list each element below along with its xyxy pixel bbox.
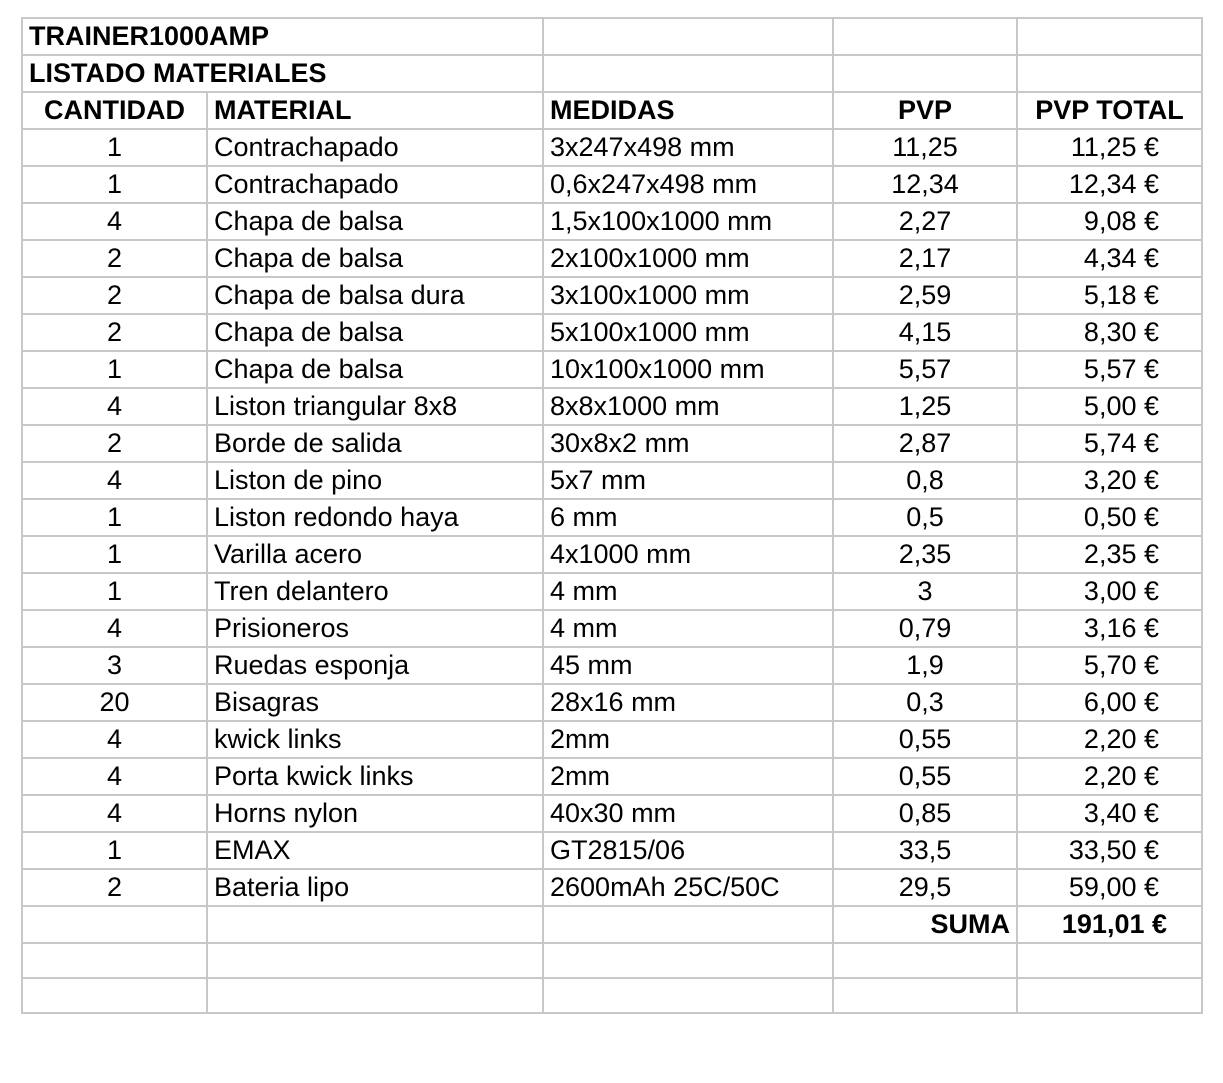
empty-cell[interactable] (22, 906, 207, 943)
cell-pvp[interactable]: 11,25 (833, 129, 1017, 166)
empty-row (22, 943, 1202, 978)
cell-material[interactable]: Tren delantero (207, 573, 543, 610)
cell-cantidad[interactable]: 1 (22, 536, 207, 573)
cell-medidas[interactable]: 0,6x247x498 mm (543, 166, 833, 203)
cell-pvp[interactable]: 0,55 (833, 758, 1017, 795)
table-row (22, 425, 1202, 462)
cell-pvp-total[interactable]: 5,57 € (1017, 351, 1202, 388)
table-row (22, 610, 1202, 647)
cell-medidas[interactable]: 40x30 mm (543, 795, 833, 832)
cell-material[interactable]: Prisioneros (207, 610, 543, 647)
cell-pvp[interactable]: 5,57 (833, 351, 1017, 388)
cell-material[interactable]: Contrachapado (207, 166, 543, 203)
cell-cantidad[interactable]: 1 (22, 351, 207, 388)
materials-sheet (21, 17, 1203, 1014)
cell-medidas[interactable]: 2mm (543, 721, 833, 758)
header-material[interactable]: MATERIAL (207, 92, 543, 129)
cell-pvp[interactable]: 2,17 (833, 240, 1017, 277)
cell-pvp-total[interactable]: 2,35 € (1017, 536, 1202, 573)
cell-material[interactable]: Chapa de balsa (207, 240, 543, 277)
table-row (22, 499, 1202, 536)
cell-pvp[interactable]: 12,34 (833, 166, 1017, 203)
cell-medidas[interactable]: 28x16 mm (543, 684, 833, 721)
cell-pvp[interactable]: 29,5 (833, 869, 1017, 906)
cell-pvp-total[interactable]: 5,18 € (1017, 277, 1202, 314)
suma-label[interactable]: SUMA (833, 906, 1017, 943)
table-row (22, 166, 1202, 203)
cell-material[interactable]: Chapa de balsa (207, 351, 543, 388)
sheet-body (22, 18, 1202, 1013)
cell-cantidad[interactable]: 4 (22, 721, 207, 758)
empty-cell[interactable] (207, 978, 543, 1013)
cell-pvp-total[interactable]: 5,70 € (1017, 647, 1202, 684)
cell-material[interactable]: Liston redondo haya (207, 499, 543, 536)
empty-cell[interactable] (543, 978, 833, 1013)
cell-cantidad[interactable]: 2 (22, 240, 207, 277)
sheet-title[interactable]: TRAINER1000AMP (22, 18, 543, 55)
cell-medidas[interactable]: 5x7 mm (543, 462, 833, 499)
cell-medidas[interactable]: 30x8x2 mm (543, 425, 833, 462)
cell-cantidad[interactable]: 2 (22, 425, 207, 462)
cell-pvp[interactable]: 0,8 (833, 462, 1017, 499)
cell-pvp-total[interactable]: 8,30 € (1017, 314, 1202, 351)
cell-cantidad[interactable]: 1 (22, 573, 207, 610)
empty-cell[interactable] (1017, 978, 1202, 1013)
table-row (22, 536, 1202, 573)
cell-pvp[interactable]: 2,27 (833, 203, 1017, 240)
empty-cell[interactable] (543, 943, 833, 978)
cell-medidas[interactable]: 4x1000 mm (543, 536, 833, 573)
sum-row (22, 906, 1202, 943)
cell-pvp[interactable]: 2,59 (833, 277, 1017, 314)
empty-cell[interactable] (207, 943, 543, 978)
cell-pvp-total[interactable]: 5,00 € (1017, 388, 1202, 425)
cell-medidas[interactable]: 3x100x1000 mm (543, 277, 833, 314)
cell-material[interactable]: Horns nylon (207, 795, 543, 832)
cell-pvp-total[interactable]: 6,00 € (1017, 684, 1202, 721)
cell-pvp[interactable]: 2,87 (833, 425, 1017, 462)
cell-pvp[interactable]: 0,5 (833, 499, 1017, 536)
empty-cell[interactable] (207, 906, 543, 943)
subtitle-row (22, 55, 1202, 92)
cell-material[interactable]: Chapa de balsa (207, 203, 543, 240)
table-row (22, 388, 1202, 425)
empty-row (22, 978, 1202, 1013)
header-pvp-total[interactable]: PVP TOTAL (1017, 92, 1202, 129)
empty-cell[interactable] (22, 978, 207, 1013)
cell-pvp[interactable]: 0,3 (833, 684, 1017, 721)
cell-cantidad[interactable]: 4 (22, 203, 207, 240)
cell-pvp[interactable]: 1,9 (833, 647, 1017, 684)
table-row (22, 129, 1202, 166)
cell-pvp[interactable]: 0,55 (833, 721, 1017, 758)
cell-cantidad[interactable]: 20 (22, 684, 207, 721)
cell-medidas[interactable]: 1,5x100x1000 mm (543, 203, 833, 240)
cell-medidas[interactable]: 4 mm (543, 573, 833, 610)
cell-pvp[interactable]: 0,85 (833, 795, 1017, 832)
cell-medidas[interactable]: 6 mm (543, 499, 833, 536)
cell-material[interactable]: Liston de pino (207, 462, 543, 499)
table-row (22, 462, 1202, 499)
header-row (22, 92, 1202, 129)
cell-cantidad[interactable]: 1 (22, 166, 207, 203)
cell-cantidad[interactable]: 4 (22, 610, 207, 647)
empty-cell[interactable] (1017, 943, 1202, 978)
table-row (22, 721, 1202, 758)
cell-pvp-total[interactable]: 59,00 € (1017, 869, 1202, 906)
cell-pvp-total[interactable]: 2,20 € (1017, 758, 1202, 795)
cell-cantidad[interactable]: 1 (22, 129, 207, 166)
cell-pvp[interactable]: 0,79 (833, 610, 1017, 647)
empty-cell[interactable] (833, 55, 1017, 92)
empty-cell[interactable] (833, 978, 1017, 1013)
cell-cantidad[interactable]: 2 (22, 314, 207, 351)
cell-material[interactable]: Bateria lipo (207, 869, 543, 906)
cell-pvp[interactable]: 3 (833, 573, 1017, 610)
cell-material[interactable]: Chapa de balsa dura (207, 277, 543, 314)
cell-pvp-total[interactable]: 3,40 € (1017, 795, 1202, 832)
empty-cell[interactable] (1017, 55, 1202, 92)
cell-cantidad[interactable]: 3 (22, 647, 207, 684)
cell-medidas[interactable]: GT2815/06 (543, 832, 833, 869)
cell-medidas[interactable]: 2mm (543, 758, 833, 795)
cell-medidas[interactable]: 8x8x1000 mm (543, 388, 833, 425)
cell-cantidad[interactable]: 4 (22, 795, 207, 832)
cell-pvp[interactable]: 33,5 (833, 832, 1017, 869)
table-row (22, 795, 1202, 832)
cell-material[interactable]: Liston triangular 8x8 (207, 388, 543, 425)
table-row (22, 758, 1202, 795)
empty-cell[interactable] (543, 906, 833, 943)
cell-medidas[interactable]: 3x247x498 mm (543, 129, 833, 166)
cell-pvp[interactable]: 4,15 (833, 314, 1017, 351)
cell-cantidad[interactable]: 2 (22, 869, 207, 906)
cell-medidas[interactable]: 5x100x1000 mm (543, 314, 833, 351)
cell-material[interactable]: Porta kwick links (207, 758, 543, 795)
header-medidas[interactable]: MEDIDAS (543, 92, 833, 129)
cell-material[interactable]: kwick links (207, 721, 543, 758)
cell-pvp-total[interactable]: 4,34 € (1017, 240, 1202, 277)
table-row (22, 647, 1202, 684)
cell-cantidad[interactable]: 4 (22, 462, 207, 499)
title-row (22, 18, 1202, 55)
cell-pvp-total[interactable]: 9,08 € (1017, 203, 1202, 240)
cell-pvp-total[interactable]: 3,00 € (1017, 573, 1202, 610)
cell-cantidad[interactable]: 1 (22, 499, 207, 536)
header-cantidad[interactable]: CANTIDAD (22, 92, 207, 129)
cell-medidas[interactable]: 2600mAh 25C/50C (543, 869, 833, 906)
cell-medidas[interactable]: 4 mm (543, 610, 833, 647)
cell-material[interactable]: Borde de salida (207, 425, 543, 462)
empty-cell[interactable] (22, 943, 207, 978)
cell-material[interactable]: EMAX (207, 832, 543, 869)
empty-cell[interactable] (833, 943, 1017, 978)
cell-medidas[interactable]: 2x100x1000 mm (543, 240, 833, 277)
cell-pvp-total[interactable]: 33,50 € (1017, 832, 1202, 869)
table-row (22, 240, 1202, 277)
header-pvp[interactable]: PVP (833, 92, 1017, 129)
table-row (22, 314, 1202, 351)
table-row (22, 351, 1202, 388)
cell-pvp-total[interactable]: 3,16 € (1017, 610, 1202, 647)
empty-cell[interactable] (1017, 18, 1202, 55)
empty-cell[interactable] (543, 18, 833, 55)
cell-material[interactable]: Ruedas esponja (207, 647, 543, 684)
cell-pvp-total[interactable]: 3,20 € (1017, 462, 1202, 499)
empty-cell[interactable] (833, 18, 1017, 55)
cell-medidas[interactable]: 45 mm (543, 647, 833, 684)
table-row (22, 277, 1202, 314)
cell-pvp-total[interactable]: 5,74 € (1017, 425, 1202, 462)
cell-cantidad[interactable]: 4 (22, 388, 207, 425)
table-row (22, 832, 1202, 869)
cell-pvp-total[interactable]: 0,50 € (1017, 499, 1202, 536)
cell-pvp-total[interactable]: 2,20 € (1017, 721, 1202, 758)
cell-material[interactable]: Chapa de balsa (207, 314, 543, 351)
cell-cantidad[interactable]: 4 (22, 758, 207, 795)
table-row (22, 573, 1202, 610)
sheet-subtitle[interactable]: LISTADO MATERIALES (22, 55, 543, 92)
table-row (22, 684, 1202, 721)
cell-pvp-total[interactable]: 12,34 € (1017, 166, 1202, 203)
cell-pvp[interactable]: 2,35 (833, 536, 1017, 573)
cell-medidas[interactable]: 10x100x1000 mm (543, 351, 833, 388)
table-row (22, 203, 1202, 240)
cell-cantidad[interactable]: 1 (22, 832, 207, 869)
cell-pvp[interactable]: 1,25 (833, 388, 1017, 425)
cell-material[interactable]: Varilla acero (207, 536, 543, 573)
table-row (22, 869, 1202, 906)
cell-material[interactable]: Contrachapado (207, 129, 543, 166)
cell-cantidad[interactable]: 2 (22, 277, 207, 314)
cell-pvp-total[interactable]: 11,25 € (1017, 129, 1202, 166)
suma-total[interactable]: 191,01 € (1017, 906, 1202, 943)
cell-material[interactable]: Bisagras (207, 684, 543, 721)
empty-cell[interactable] (543, 55, 833, 92)
